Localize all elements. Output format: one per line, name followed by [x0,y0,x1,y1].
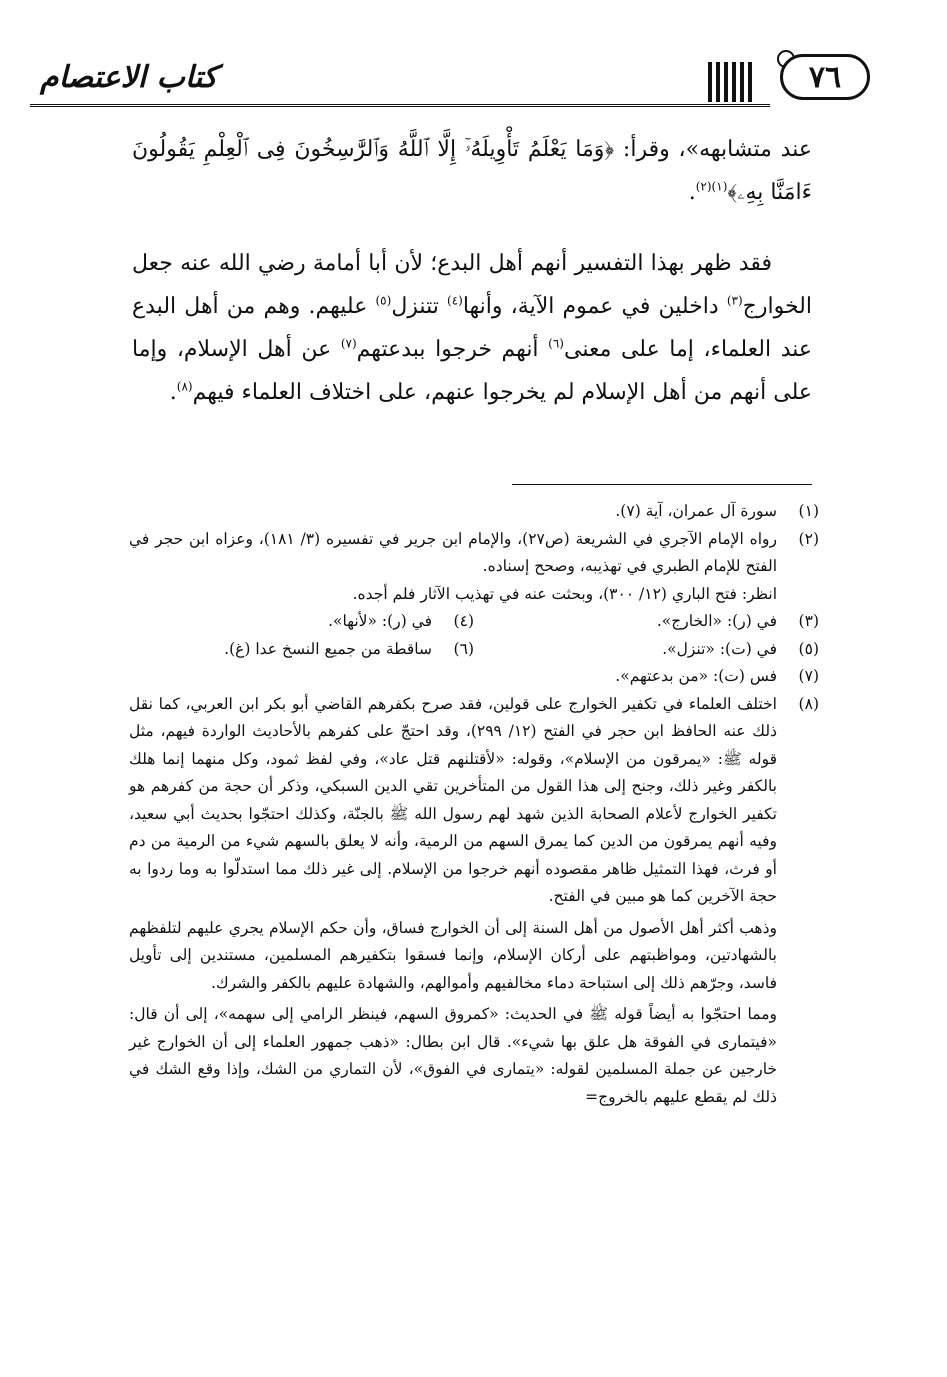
footnote-ref: (١)(٢) [695,179,728,194]
footnote-ref: (٧) [340,336,357,351]
footnote-ref: (٣) [726,293,743,308]
footnote-row-5-6 [129,636,819,664]
footnote-text: في (ت): «تنزل». [662,639,777,658]
footnotes [129,498,819,1111]
footnote-1 [129,498,819,526]
footnote-number: (٧) [798,667,819,685]
footnote-ref: (٤) [447,293,463,308]
footnote-text: رواه الإمام الآجري في الشريعة (ص٢٧)، والإمام ابن جرير في تفسيره (٣/ ١٨١)، وعزاه ابن حجر في الفتح للإمام الطبري في تهذيبه، وصحح إسناده. انظر: فتح الباري (١٢/ ٣٠٠)، وبحثت عنه في تهذيب الآثار فلم أجده. [129,529,778,603]
footnote-8 [129,691,819,1112]
header-bars-ornament [708,62,770,102]
footnote-3 [474,608,819,636]
footnote-number: (٨) [798,694,819,713]
footnote-text: في (ر): «لأنها». [328,612,432,630]
footnote-number: (٢) [798,529,819,548]
footnote-row-3-4 [129,608,819,636]
footnote-text: في (ر): «الخارج». [656,612,777,630]
footnote-5 [474,636,819,664]
page-number: ٧٦ [780,54,870,100]
footnote-ref: (٨) [176,379,193,394]
footnote-ref: (٥) [375,293,392,308]
footnote-number: (٥) [798,639,819,658]
footnote-text: ساقطة من جميع النسخ عدا (غ). [224,639,432,658]
footnote-6 [129,636,474,664]
footnote-text: سورة آل عمران، آية (٧). [615,502,777,520]
footnote-ref: (٦) [548,336,564,351]
main-text [132,128,812,414]
book-title: كتاب الاعتصام [40,60,218,95]
footnote-7 [129,663,819,691]
footnote-number: (١) [798,502,819,520]
paragraph-2: فقد ظهر بهذا التفسير أنهم أهل البدع؛ لأن أبا أمامة رضي الله عنه جعل الخوارج$^{(٣)}$ داخلين في عموم الآية، وأنها$^{(٤)}$ تتنزل$^{(٥)}$ عليهم. وهم من أهل البدع عند العلماء، إما على معنى$^{(٦)}$ أنهم خرجوا ببدعتهم$^{(٧)}$ عن أهل الإسلام، وإما على أنهم من أهل الإسلام لم يخرجوا عنهم، على اختلاف العلماء فيهم$^{(٨)}$. [132,251,813,405]
footnote-text: اختلف العلماء في تكفير الخوارج على قولين، فقد صرح بكفرهم القاضي أبو بكر ابن العربي، كما نقل ذلك عنه الحافظ ابن حجر في الفتح (١٢/ ٢٩٩)، وقد احتجّ على كفرهم بالأحاديث الواردة فيهم، مثل قوله ﷺ: «يمرقون من الإسلام»، وقوله: «لأقتلنهم قتل عاد»، وفي لفظ ثمود، وكل منهما إنما هلك بالكفر وغير ذلك، وجنح إلى هذا القول من المتأخرين تقي الدين السبكي، وذكر أن حجة من كفرهم هو تكفير الخوارج لأعلام الصحابة الذين شهد لهم رسول الله ﷺ بالجنّة، وكذلك احتجّوا بحديث أبي سعيد، وفيه أنهم يمرقون من الدين كما يمرق السهم من الرمية، وأنه لا يعلق بالسهم شيء من الرمية من دم أو فرث، فهذا التمثيل ظاهر مقصوده أنهم خرجوا من الإسلام. إلى غير ذلك مما استدلّوا به وما ردوا به حجة الآخرين كما هو مبين في الفتح. وذهب أكثر أهل الأصول من أهل السنة إلى أن الخوارج فساق، وأن حكم الإسلام يجري عليهم لتلفظهم بالشهادتين، ومواظبتهم على أركان الإسلام، وإنما فسقوا بتكفيرهم المسلمين، مستندين إلى تأويل فاسد، وجرّهم ذلك إلى استباحة دماء مخالفيهم وأموالهم، والشهادة عليهم بالكفر والشرك. ومما احتجّوا به أيضاً قوله ﷺ في الحديث: «كمروق السهم، فينظر الرامي إلى سهمه»، إلى أن قال: «فيتمارى في الفوقة هل علق بها شيء». قال ابن بطال: «ذهب جمهور العلماء إلى أن الخوارج غير خارجين عن جملة المسلمين لقوله: «يتمارى في الفوق»، لأن التماري من الشك، وإذا وقع الشك في ذلك لم يقطع عليهم بالخروج= [129,694,777,1106]
footnote-separator [512,484,812,485]
paragraph-1: عند متشابهه»، وقرأ: ﴿وَمَا يَعْلَمُ تَأْوِيلَهُۥٓ إِلَّا ٱللَّهُ وَٱلرَّٰسِخُونَ فِى ٱلْعِلْمِ يَقُولُونَ ءَامَنَّا بِهِۦ﴾$^{(١)(٢)}$. [132,137,812,205]
footnote-number: (٤) [453,612,474,630]
footnote-number: (٦) [453,639,474,658]
footnote-2 [129,526,819,609]
header-rule [30,104,770,107]
quran-quote-line: عند متشابهه»، وقرأ: ﴿وَمَا يَعْلَمُ تَأْوِيلَهُۥٓ إِلَّا ٱللَّهُ وَٱلرَّٰسِخُونَ فِى ٱلْعِلْمِ يَقُولُونَ ءَامَنَّا بِهِۦ﴾ [132,137,812,205]
footnote-4 [129,608,474,636]
footnote-number: (٣) [798,612,819,630]
footnote-text: فس (ت): «من بدعتهم». [615,667,777,685]
page-header [30,48,910,110]
